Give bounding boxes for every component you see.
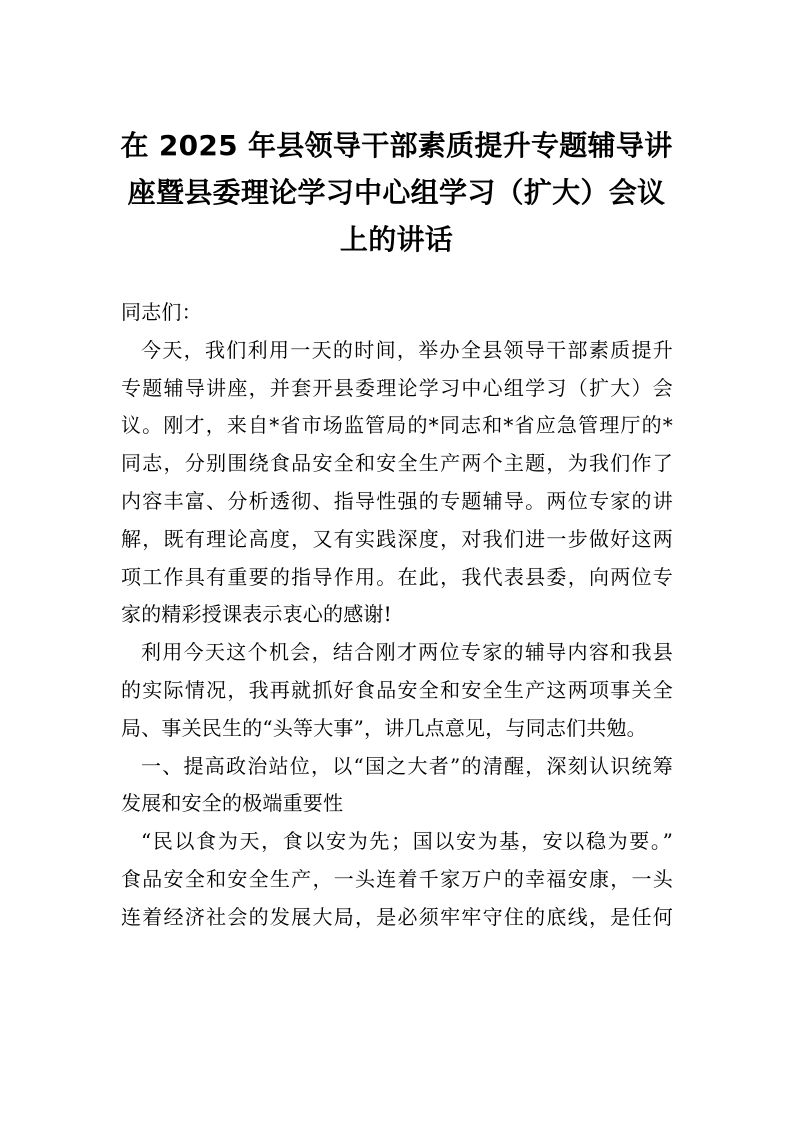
text-line: 内容丰富、分析透彻、指导性强的专题辅导。两位专家的讲 — [121, 488, 673, 513]
text-line: 的实际情况，我再就抓好食品安全和安全生产这两项事关全 — [121, 677, 673, 702]
text-line: 局、事关民生的“头等大事”，讲几点意见，与同志们共勉。 — [121, 715, 647, 740]
document-body — [121, 294, 673, 937]
text-line: “民以食为天，食以安为先；国以安为基，安以稳为要。” — [141, 829, 673, 854]
text-line: 利用今天这个机会，结合刚才两位专家的辅导内容和我县 — [141, 640, 673, 665]
text-line: 一、提高政治站位，以“国之大者”的清醒，深刻认识统筹 — [141, 753, 673, 778]
paragraph-1 — [121, 332, 673, 634]
greeting: 同志们： — [121, 300, 202, 324]
document-title — [118, 122, 675, 263]
text-line: 今天，我们利用一天的时间，举办全县领导干部素质提升 — [141, 337, 673, 362]
title-line: 上的讲话 — [339, 223, 454, 256]
text-line: 议。刚才，来自*省市场监管局的*同志和*省应急管理厅的* — [121, 413, 673, 438]
text-line: 专题辅导讲座，并套开县委理论学习中心组学习（扩大）会 — [121, 375, 673, 400]
text-line: 同志，分别围绕食品安全和安全生产两个主题，为我们作了 — [121, 451, 673, 476]
text-line: 连着经济社会的发展大局，是必须牢牢守住的底线，是任何 — [121, 904, 673, 929]
paragraph-2 — [121, 634, 673, 747]
title-line: 座暨县委理论学习中心组学习（扩大）会议 — [127, 176, 666, 209]
text-line: 食品安全和安全生产，一头连着千家万户的幸福安康，一头 — [121, 866, 673, 891]
title-line: 在 2025 年县领导干部素质提升专题辅导讲 — [120, 129, 673, 162]
text-line: 家的精彩授课表示衷心的感谢! — [121, 602, 392, 627]
paragraph-3 — [121, 823, 673, 936]
text-line: 解，既有理论高度，又有实践深度，对我们进一步做好这两 — [121, 526, 673, 551]
text-line: 发展和安全的极端重要性 — [121, 791, 344, 816]
text-line: 项工作具有重要的指导作用。在此，我代表县委，向两位专 — [121, 564, 673, 589]
section-heading-1 — [121, 748, 673, 824]
